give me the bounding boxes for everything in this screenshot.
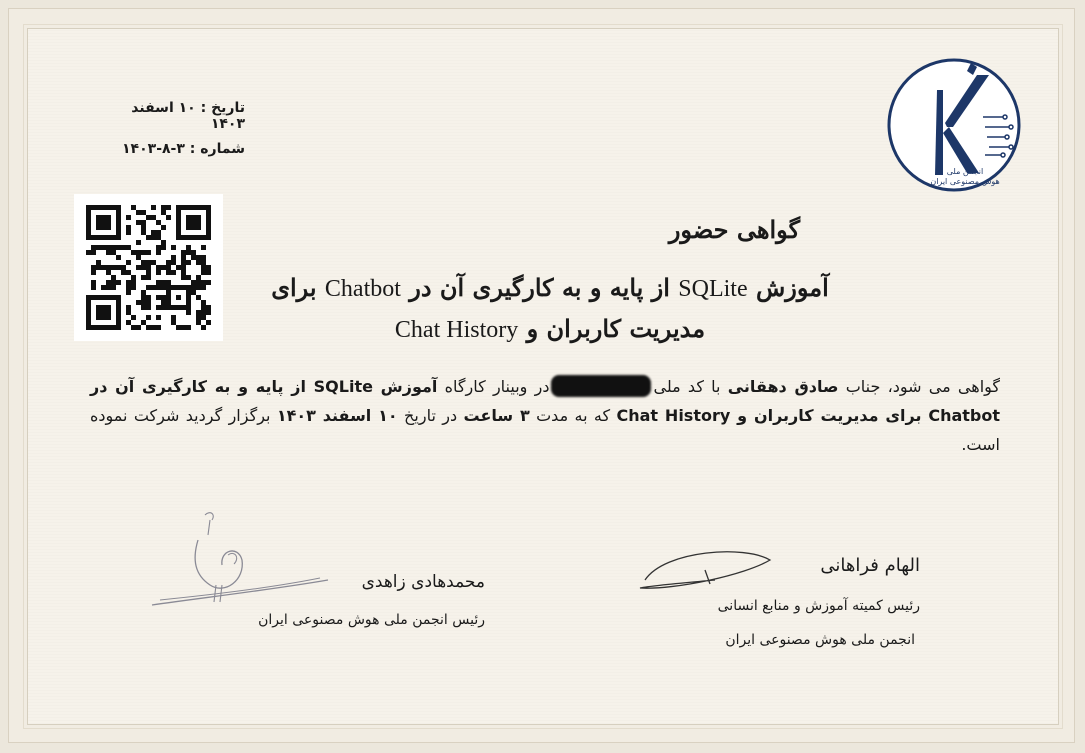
- number-line: شماره : ۳-۸-۱۴۰۳: [122, 141, 245, 157]
- course-title-p1: آموزش: [747, 273, 829, 302]
- body-course-name: آموزش SQLite از پایه و به کارگیری آن در Chatbot برای مدیریت کاربران و Chat History: [90, 377, 1000, 425]
- logo-line2: هوش مصنوعی ایران: [930, 177, 1000, 186]
- body-text-3: در وبینار کارگاه: [437, 377, 550, 396]
- course-title-p6: Chat History: [394, 317, 519, 343]
- recipient-name: صادق دهقانی: [727, 377, 839, 396]
- signer-left-name: محمدهادی زاهدی: [361, 572, 485, 592]
- redacted-national-code: [551, 375, 651, 397]
- course-title: [255, 268, 845, 350]
- body-text-5: در تاریخ: [397, 406, 464, 425]
- body-text-2: با کد ملی: [653, 377, 728, 396]
- body-text-6: برگزار گردید شرکت نموده است.: [90, 406, 1000, 454]
- course-title-p3: از پایه و به کارگیری آن در: [400, 273, 679, 302]
- certificate-title: گواهی حضور: [668, 215, 800, 244]
- course-title-p5: برای مدیریت کاربران و: [271, 273, 706, 343]
- body-text-4: که به مدت: [529, 406, 617, 425]
- qr-code-icon: [86, 205, 211, 330]
- signer-right-name: الهام فراهانی: [820, 555, 920, 576]
- signer-right-role2: انجمن ملی هوش مصنوعی ایران: [725, 632, 915, 648]
- course-title-p2: SQLite: [678, 276, 748, 302]
- signer-right-role1: رئیس کمیته آموزش و منابع انسانی: [717, 598, 920, 614]
- logo-line1: انجمن ملی: [946, 167, 984, 176]
- signature-left: [150, 510, 330, 614]
- ai-society-logo: [885, 45, 1023, 193]
- qr-code: [74, 194, 223, 341]
- course-title-p4: Chatbot: [324, 276, 401, 302]
- event-date: ۱۰ اسفند ۱۴۰۳: [276, 406, 398, 425]
- signer-left-role: رئیس انجمن ملی هوش مصنوعی ایران: [258, 612, 485, 628]
- body-text-1: گواهی می شود، جناب: [838, 377, 1001, 396]
- certificate-body: [90, 372, 1000, 459]
- duration: ۳ ساعت: [463, 406, 530, 425]
- date-line: تاریخ : ۱۰ اسفند ۱۴۰۳: [131, 100, 245, 132]
